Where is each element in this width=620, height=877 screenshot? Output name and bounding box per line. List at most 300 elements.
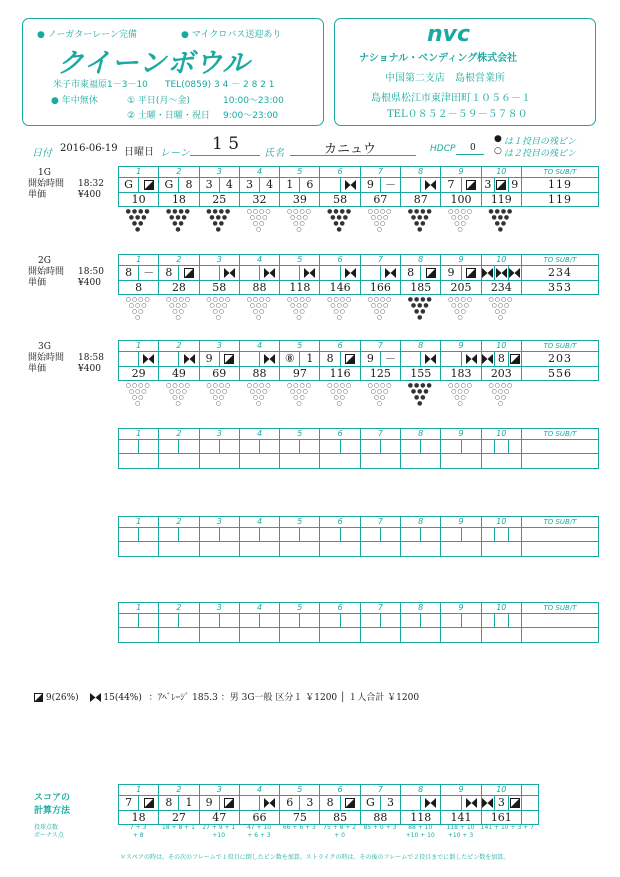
ball-cell xyxy=(259,440,279,453)
frame-header: 9 xyxy=(441,785,481,795)
frame-header: 9 xyxy=(441,255,481,265)
frame-header: 2 xyxy=(159,603,199,613)
frame-balls xyxy=(200,178,240,192)
frame-header: 1 xyxy=(119,603,159,613)
frame-cumulative-score: 234 xyxy=(482,281,522,294)
frame-header: 6 xyxy=(320,785,360,795)
frame-header-row xyxy=(119,517,598,528)
lane-value: 1 5 xyxy=(212,134,240,154)
game2-label-block xyxy=(28,256,104,289)
ball-cell xyxy=(340,796,360,810)
frame-cumulative-score xyxy=(159,628,199,642)
strike-mark xyxy=(425,354,436,364)
bonus-label: ボーナス点 xyxy=(34,832,64,839)
pin-diagram: ○○○○ ○○○ ○○ ○ xyxy=(125,296,151,321)
ball-value: ⑧ xyxy=(284,352,295,365)
frame-cumulative-score: 118 xyxy=(401,811,441,824)
ball-cell xyxy=(159,440,178,453)
spare-mark xyxy=(509,798,520,808)
frame-formula: 141 + 10 + 3 + 7 xyxy=(480,824,534,831)
frame-cumulative-score xyxy=(441,628,481,642)
ball-cell xyxy=(138,796,158,810)
start-label: 開始時間 xyxy=(28,353,65,363)
frame-formula: 88 + 10 +10 + 10 xyxy=(405,824,435,839)
frame-balls xyxy=(200,796,240,810)
start-row xyxy=(28,267,104,278)
ball-cell xyxy=(200,614,219,627)
frame-balls xyxy=(159,352,199,366)
frame-cumulative-score xyxy=(119,542,159,556)
spare-mark xyxy=(496,180,507,190)
strike-mark xyxy=(509,268,520,278)
blank-score-grid-3 xyxy=(118,602,599,643)
ball-cell xyxy=(482,440,494,453)
pin-diagram: ○○○○ ○○○ ○○ ○ xyxy=(488,296,514,321)
ball-cell xyxy=(441,796,460,810)
frame-formula: 27 + 9 + 1 +10 xyxy=(202,824,236,839)
frame-cumulative-score xyxy=(280,628,320,642)
frame-balls xyxy=(482,440,522,453)
ball-value: － xyxy=(143,266,155,279)
pin-diagram: ●●●● ●●● ●● ● xyxy=(407,208,433,233)
ball-value: 4 xyxy=(266,178,274,191)
frame-header: 9 xyxy=(441,429,481,439)
ball-cell xyxy=(361,178,380,192)
ball-cell xyxy=(461,440,481,453)
ball-cell xyxy=(494,352,507,366)
frame-balls xyxy=(159,440,199,453)
pin-diagram: ○○○○ ○○○ ○○ ○ xyxy=(488,382,514,407)
ball-value: 1 xyxy=(185,796,193,809)
ball-cell xyxy=(200,796,219,810)
frame-balls xyxy=(320,528,360,541)
frame-cumulative-score xyxy=(320,542,360,556)
ball-cell xyxy=(420,796,440,810)
ball-cell xyxy=(219,614,239,627)
ball-value: 8 xyxy=(185,178,193,191)
ball-cell xyxy=(240,266,259,280)
summary-line xyxy=(34,690,419,703)
ball-cell xyxy=(482,178,494,192)
ball-cell xyxy=(482,352,494,366)
weekday-hours: 10:00～23:00 xyxy=(223,96,284,106)
ball-cell xyxy=(494,528,507,541)
pin-diagram: ○○○○ ○○○ ○○ ○ xyxy=(448,382,473,407)
frame-header: 6 xyxy=(320,429,360,439)
frame-cumulative-score xyxy=(119,628,159,642)
ball-row xyxy=(119,178,598,193)
frame-balls xyxy=(119,352,159,366)
frame-cumulative-score xyxy=(119,454,159,468)
game3-label-block xyxy=(28,342,104,375)
frame-balls xyxy=(482,528,522,541)
frame-cumulative-score xyxy=(401,628,441,642)
weekend-hours: 9:00～23:00 xyxy=(223,111,279,121)
pin-diagram: ●●●● ●●● ●● ● xyxy=(125,208,151,233)
ball-cell xyxy=(482,528,494,541)
frame-balls xyxy=(361,440,401,453)
ball-value: 8 xyxy=(407,266,415,279)
cumulative-row xyxy=(119,628,598,642)
ball-cell xyxy=(401,266,420,280)
frame-balls xyxy=(401,352,441,366)
frame-cumulative-score xyxy=(200,454,240,468)
frame-header: 8 xyxy=(401,603,441,613)
strike-mark xyxy=(143,354,154,364)
frame-balls xyxy=(361,352,401,366)
frame-balls xyxy=(159,796,199,810)
game-total xyxy=(522,528,598,541)
game-number: 2G xyxy=(38,256,51,266)
frame-header: 8 xyxy=(401,341,441,351)
frame-balls xyxy=(159,528,199,541)
frame-balls xyxy=(401,614,441,627)
ball-cell xyxy=(320,266,339,280)
frame-header: 4 xyxy=(240,255,280,265)
ball-cell xyxy=(219,796,239,810)
frame-header: 8 xyxy=(401,785,441,795)
ball-cell xyxy=(401,528,420,541)
ball-cell xyxy=(178,528,198,541)
ball-cell xyxy=(420,440,440,453)
ball-cell xyxy=(508,528,521,541)
start-label: 開始時間 xyxy=(28,267,65,277)
frame-balls xyxy=(280,178,320,192)
ball-cell xyxy=(340,266,360,280)
ball-cell xyxy=(441,614,460,627)
date-value: 2016-06-19 xyxy=(60,143,118,154)
ball-cell xyxy=(138,178,158,192)
ball-cell xyxy=(380,614,400,627)
spare-mark xyxy=(184,268,195,278)
calc-example-grid xyxy=(118,784,539,825)
spare-mark xyxy=(466,268,477,278)
ball-cell xyxy=(119,528,138,541)
spare-mark xyxy=(224,354,235,364)
frame-header: 1 xyxy=(119,341,159,351)
calc-title-line2: 計算方法 xyxy=(34,806,71,816)
open-all-year-text: ● 年中無休 xyxy=(51,96,98,106)
game2-pin-diagrams xyxy=(118,297,538,321)
frame-cumulative-score: 67 xyxy=(361,193,401,206)
running-subtotal: 556 xyxy=(547,367,572,380)
frame-formula: 75 + 8 + 2 + 0 xyxy=(323,824,357,839)
price-label: 単価 xyxy=(28,364,47,374)
spare-mark xyxy=(143,798,154,808)
frame-header: 7 xyxy=(361,167,401,177)
frame-header: 5 xyxy=(280,167,320,177)
pin-diagram: ○○○○ ○○○ ○○ ○ xyxy=(206,296,232,321)
ball-cell xyxy=(361,266,380,280)
frame-cumulative-score: 49 xyxy=(159,367,199,380)
frame-balls xyxy=(119,178,159,192)
ball-cell xyxy=(299,440,319,453)
frame-header: 3 xyxy=(200,429,240,439)
total-header: TO SUB/T xyxy=(543,256,577,264)
frame-header: 9 xyxy=(441,603,481,613)
frame-balls xyxy=(240,796,280,810)
ball-cell xyxy=(380,178,400,192)
frame-balls xyxy=(482,178,522,192)
calc-row-labels xyxy=(34,824,64,840)
frame-cumulative-score: 29 xyxy=(119,367,159,380)
ball-value: － xyxy=(385,352,397,365)
game-total xyxy=(522,614,598,627)
weekend-hours-label: ② 土曜・日曜・祝日 xyxy=(127,111,210,121)
frame-cumulative-score: 58 xyxy=(320,193,360,206)
spare-mark xyxy=(425,268,436,278)
ball-cell xyxy=(508,614,521,627)
pin-diagram: ○○○○ ○○○ ○○ ○ xyxy=(327,296,353,321)
price-row xyxy=(28,278,104,289)
ball-cell xyxy=(380,440,400,453)
spare-mark xyxy=(345,798,356,808)
frame-header: 2 xyxy=(159,255,199,265)
ball-value: 8 xyxy=(326,796,334,809)
game-total: 234 xyxy=(547,266,572,279)
calc-title-line1: スコアの xyxy=(34,793,71,803)
game1-pin-diagrams xyxy=(118,209,538,233)
pin-diagram: ●●●● ●●● ●● ● xyxy=(407,296,433,321)
ball-value: 1 xyxy=(306,352,314,365)
ball-value: 4 xyxy=(225,178,233,191)
frame-balls xyxy=(159,266,199,280)
frame-cumulative-score: 88 xyxy=(240,367,280,380)
price-value: ¥400 xyxy=(78,278,101,288)
ball-cell xyxy=(508,796,521,810)
ball-cell xyxy=(259,796,279,810)
frame-balls xyxy=(240,352,280,366)
frame-header: 2 xyxy=(159,785,199,795)
running-subtotal xyxy=(522,454,598,468)
pin-diagram: ○○○○ ○○○ ○○ ○ xyxy=(367,208,393,233)
ball-cell xyxy=(380,352,400,366)
ball-cell xyxy=(461,528,481,541)
blank-score-grid-2 xyxy=(118,516,599,557)
pin-diagram: ○○○○ ○○○ ○○ ○ xyxy=(286,382,312,407)
game-total: 119 xyxy=(547,178,572,191)
ball-cell xyxy=(420,614,440,627)
frame-header: 4 xyxy=(240,785,280,795)
frame-header: 5 xyxy=(280,517,320,527)
frame-balls xyxy=(200,352,240,366)
ball-cell xyxy=(159,352,178,366)
frame-balls xyxy=(441,266,481,280)
frame-header: 4 xyxy=(240,603,280,613)
ball-cell xyxy=(420,528,440,541)
spare-mark xyxy=(466,180,477,190)
frame-header: 4 xyxy=(240,429,280,439)
ball-cell xyxy=(280,528,299,541)
frame-cumulative-score: 69 xyxy=(200,367,240,380)
ball-cell xyxy=(159,614,178,627)
frame-header-row xyxy=(119,341,598,352)
ball-cell xyxy=(441,440,460,453)
ball-cell xyxy=(441,266,460,280)
cumulative-row xyxy=(119,811,538,824)
frame-balls xyxy=(401,178,441,192)
ball-cell xyxy=(200,528,219,541)
ball-cell xyxy=(494,796,507,810)
ball-cell xyxy=(401,440,420,453)
frame-header: 5 xyxy=(280,603,320,613)
ball-value: 3 xyxy=(497,796,505,809)
weekday-hours-label: ① 平日(月～金) xyxy=(127,96,190,106)
spare-mark xyxy=(509,354,520,364)
ball-cell xyxy=(401,178,420,192)
frame-balls xyxy=(200,528,240,541)
frame-cumulative-score xyxy=(320,628,360,642)
company-info-box xyxy=(334,18,596,126)
frame-header: 10 xyxy=(482,429,522,439)
spare-icon xyxy=(34,693,43,703)
frame-balls xyxy=(401,266,441,280)
frame-header: 9 xyxy=(441,167,481,177)
frame-header: 3 xyxy=(200,167,240,177)
frame-header: 3 xyxy=(200,603,240,613)
frame-balls xyxy=(159,614,199,627)
frame-cumulative-score: 146 xyxy=(320,281,360,294)
frame-balls xyxy=(361,796,401,810)
frame-cumulative-score: 10 xyxy=(119,193,159,206)
frame-formula: 47 + 10 + 6 + 3 xyxy=(246,824,272,839)
frame-header: 8 xyxy=(401,167,441,177)
ball-cell xyxy=(299,266,319,280)
frame-header: 10 xyxy=(482,517,522,527)
frame-header: 7 xyxy=(361,341,401,351)
ball-cell xyxy=(482,614,494,627)
ball-cell xyxy=(280,266,299,280)
ball-cell xyxy=(280,440,299,453)
frame-header: 10 xyxy=(482,603,522,613)
frame-header: 10 xyxy=(482,341,522,351)
ball-cell xyxy=(200,440,219,453)
frame-balls xyxy=(361,614,401,627)
alley-address: 米子市東福原1－3－10 xyxy=(53,80,148,90)
ball-cell xyxy=(159,796,178,810)
frame-balls xyxy=(320,352,360,366)
pin-diagram: ○○○○ ○○○ ○○ ○ xyxy=(327,382,353,407)
ball-value: 9 xyxy=(366,352,374,365)
ball-cell xyxy=(138,266,158,280)
game1-score-grid xyxy=(118,166,599,207)
frame-header: 7 xyxy=(361,517,401,527)
ball-row xyxy=(119,266,598,281)
frame-balls xyxy=(361,528,401,541)
pin-diagram: ●●●● ●●● ●● ● xyxy=(165,208,191,233)
ball-cell xyxy=(159,178,178,192)
ball-cell xyxy=(138,352,158,366)
frame-header: 7 xyxy=(361,255,401,265)
frame-cumulative-score: 125 xyxy=(361,367,401,380)
ball-cell xyxy=(401,796,420,810)
legend-second-ball: は２投目の残ピン xyxy=(504,149,577,159)
running-subtotal xyxy=(522,628,598,642)
ball-cell xyxy=(482,266,494,280)
frame-cumulative-score xyxy=(320,454,360,468)
ball-cell xyxy=(240,796,259,810)
strike-mark xyxy=(304,268,315,278)
ball-value: 9 xyxy=(205,796,213,809)
ball-value: 3 xyxy=(245,178,253,191)
frame-balls xyxy=(280,440,320,453)
ball-row xyxy=(119,352,598,367)
ball-cell xyxy=(461,352,481,366)
frame-cumulative-score xyxy=(482,628,522,642)
frame-balls xyxy=(280,796,320,810)
price-label: 単価 xyxy=(28,190,47,200)
frame-balls xyxy=(119,796,159,810)
ball-value: G xyxy=(164,178,174,191)
calc-footnote: ＊スペアの時は、その次のフレームで１投目に倒したピン数を加算。ストライクの時は、その後のフレームで２投目までに倒したピン数を加算。 xyxy=(120,854,510,861)
frame-cumulative-score xyxy=(240,628,280,642)
ball-cell xyxy=(259,266,279,280)
queen-bowl-logo: クイーンボウル xyxy=(57,48,251,79)
frame-header: 7 xyxy=(361,785,401,795)
running-subtotal xyxy=(522,542,598,556)
ball-cell xyxy=(401,614,420,627)
pin-diagram: ○○○○ ○○○ ○○ ○ xyxy=(125,382,151,407)
hdcp-label: HDCP xyxy=(430,144,456,154)
frame-balls xyxy=(320,440,360,453)
frame-cumulative-score xyxy=(361,628,401,642)
frame-cumulative-score: 25 xyxy=(200,193,240,206)
game2-score-grid xyxy=(118,254,599,295)
ball-cell xyxy=(200,178,219,192)
ball-cell xyxy=(119,614,138,627)
strike-icon xyxy=(90,693,101,703)
pins-label: 投球点数 xyxy=(34,824,59,831)
frame-header: 2 xyxy=(159,517,199,527)
ball-row xyxy=(119,528,598,542)
frame-cumulative-score: 85 xyxy=(320,811,360,824)
frame-balls xyxy=(119,614,159,627)
strike-mark xyxy=(264,354,275,364)
frame-header: 1 xyxy=(119,255,159,265)
frame-balls xyxy=(482,352,522,366)
date-label: 日付 xyxy=(32,148,52,159)
ball-cell xyxy=(240,352,259,366)
ball-cell xyxy=(508,178,521,192)
frame-balls xyxy=(441,796,481,810)
ball-cell xyxy=(508,266,521,280)
frame-balls xyxy=(200,266,240,280)
ball-value: 8 xyxy=(326,352,334,365)
ball-cell xyxy=(299,178,319,192)
ball-cell xyxy=(240,614,259,627)
ball-cell xyxy=(380,528,400,541)
start-row xyxy=(28,353,104,364)
strike-mark xyxy=(466,798,477,808)
ball-cell xyxy=(508,352,521,366)
frame-balls xyxy=(320,796,360,810)
strike-mark xyxy=(385,268,396,278)
ball-cell xyxy=(441,352,460,366)
company-tel: TEL０８５２－５９－５７８０ xyxy=(387,109,528,120)
frame-cumulative-score: 32 xyxy=(240,193,280,206)
strike-mark xyxy=(224,268,235,278)
ball-cell xyxy=(299,352,319,366)
ball-cell xyxy=(240,528,259,541)
frame-balls xyxy=(119,266,159,280)
game-number: 3G xyxy=(38,342,51,352)
calc-formula-row xyxy=(118,824,548,840)
pin-diagram: ○○○○ ○○○ ○○ ○ xyxy=(286,208,312,233)
frame-header: 4 xyxy=(240,517,280,527)
running-subtotal: 353 xyxy=(547,281,572,294)
frame-balls xyxy=(441,614,481,627)
ball-value: G xyxy=(365,796,375,809)
